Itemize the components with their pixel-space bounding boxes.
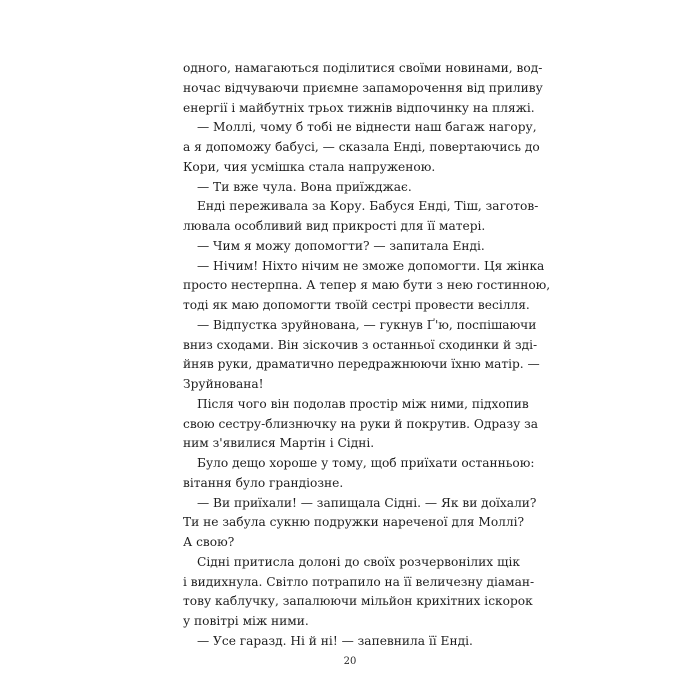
text-line: одного, намагаються поділитися своїми новинами, вод- — [183, 61, 543, 75]
text-line: тоді як маю допомогти твоїй сестрі провести весілля. — [183, 298, 530, 312]
text-line: — Усе гаразд. Ні й ні! — запевнила її Енді. — [197, 633, 473, 648]
text-line: просто нестерпна. А тепер я маю бути з нею гостинною, — [183, 278, 551, 293]
text-line: Сідні притисла долоні до своїх розчервонілих щік — [197, 554, 520, 569]
text-line: ночас відчуваючи приємне запаморочення від приливу — [183, 80, 543, 95]
text-line: — Ти вже чула. Вона приїжджає. — [197, 179, 412, 194]
text-line: — Відпустка зруйнована, — гукнув Ґ'ю, поспішаючи — [197, 317, 537, 332]
text-line: вниз сходами. Він зіскочив з останньої сходинки й зді- — [183, 337, 538, 352]
text-line: лювала особливий вид прикрості для її матері. — [183, 219, 486, 233]
text-line: Зруйнована! — [183, 377, 264, 391]
text-line: Після чого він подолав простір між ними, підхопив — [197, 396, 529, 411]
text-line: Було дещо хороше у тому, щоб приїхати останньою: — [197, 456, 535, 470]
body-text — [183, 59, 551, 652]
text-line: — Моллі, чому б тобі не віднести наш багаж нагору, — [197, 120, 537, 135]
text-line: — Ви приїхали! — запищала Сідні. — Як ви доїхали? — [197, 495, 537, 510]
text-line: Ти не забула сукню подружки нареченої для Моллі? — [183, 515, 525, 530]
text-line: вітання було грандіозне. — [183, 475, 344, 490]
page-number: 20 — [343, 656, 357, 667]
text-line: і видихнула. Світло потрапило на її величезну діаман- — [183, 574, 535, 589]
text-line: у повітрі між ними. — [183, 614, 309, 628]
text-line: йняв руки, драматично передражнюючи їхню матір. — — [183, 357, 540, 372]
text-line: ним з'явилися Мартін і Сідні. — [183, 436, 375, 451]
text-line: а я допоможу бабусі, — сказала Енді, повертаючись до — [183, 140, 540, 154]
text-line: — Нічим! Ніхто нічим не зможе допомогти. Ця жінка — [197, 258, 545, 273]
text-line: енергії і майбутніх трьох тижнів відпочинку на пляжі. — [183, 100, 535, 115]
text-line: Енді переживала за Кору. Бабуся Енді, Тіш, заготов- — [197, 199, 539, 214]
text-line: Кори, чия усмішка стала напруженою. — [183, 159, 436, 174]
text-line: А свою? — [183, 535, 235, 549]
text-line: тову каблучку, запалюючи мільйон крихітних іскорок — [183, 594, 533, 609]
text-line: свою сестру-близнючку на руки й покрутив. Одразу за — [183, 416, 539, 431]
text-line: — Чим я можу допомогти? — запитала Енді. — [197, 238, 485, 253]
